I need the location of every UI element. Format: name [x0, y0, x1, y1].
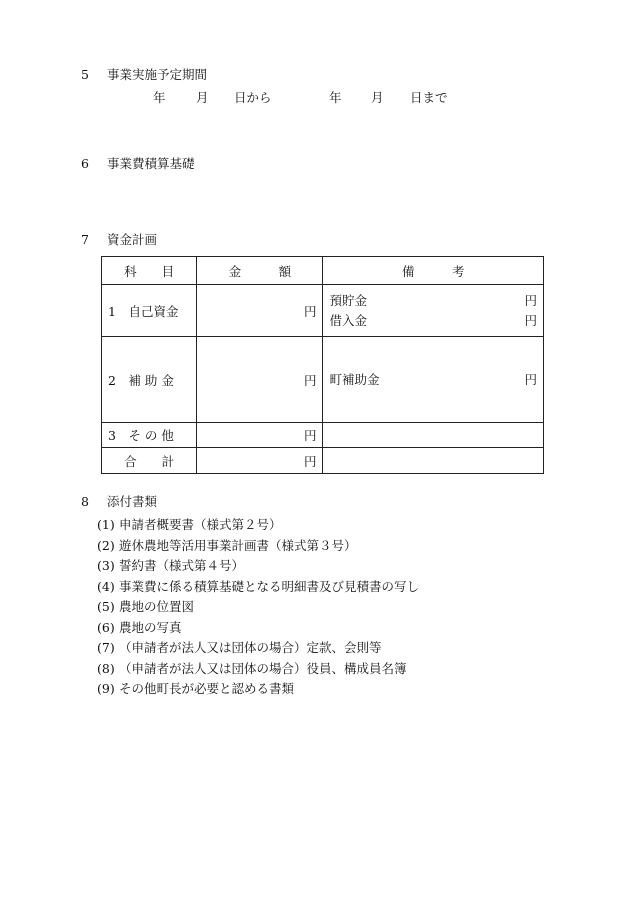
start-month-label: 月 [196, 90, 209, 105]
row-remarks [323, 448, 544, 474]
row-remarks [323, 423, 544, 448]
remark-label: 町補助金 [329, 371, 380, 387]
item-text: その他町長が必要と認める書類 [119, 681, 295, 696]
list-item [97, 536, 419, 557]
list-item [97, 556, 419, 577]
row-item: 3 そ の 他 [102, 423, 197, 448]
remark-line [329, 311, 537, 331]
item-text: 申請者概要書（様式第２号） [119, 517, 282, 532]
item-text: （申請者が法人又は団体の場合）定款、会則等 [119, 640, 382, 655]
remark-line [329, 370, 537, 390]
section-number: 8 [81, 494, 89, 509]
list-item [97, 659, 419, 680]
list-item [97, 679, 419, 700]
end-year-label: 年 [329, 90, 342, 105]
section-title: 資金計画 [107, 232, 158, 247]
row-item: 2 補 助 金 [102, 337, 197, 423]
end-day-label: 日まで [410, 90, 448, 105]
section-number: 7 [81, 232, 89, 247]
row-remarks [323, 285, 544, 337]
item-number: (4) [97, 578, 115, 594]
row-item: 1 自己資金 [102, 285, 197, 337]
remark-line [329, 291, 537, 311]
section-title: 事業費積算基礎 [107, 156, 195, 171]
item-text: 事業費に係る積算基礎となる明細書及び見積書の写し [119, 578, 420, 594]
start-year-label: 年 [153, 90, 166, 105]
row-item: 合 計 [102, 448, 197, 474]
table-row-total [102, 448, 544, 474]
start-day-label: 日から [234, 90, 272, 105]
row-remarks [323, 337, 544, 423]
section-8-heading [81, 496, 157, 509]
section-title: 事業実施予定期間 [107, 67, 208, 82]
header-amount: 金 額 [197, 257, 323, 285]
row-amount-unit: 円 [197, 448, 323, 474]
item-text: （申請者が法人又は団体の場合）役員、構成員名簿 [119, 660, 407, 676]
item-text: 遊休農地等活用事業計画書（様式第３号） [119, 537, 357, 553]
list-item [97, 577, 419, 598]
item-number: (8) [97, 660, 115, 676]
section-6-heading [81, 158, 195, 171]
list-item [97, 515, 419, 536]
row-amount-unit: 円 [197, 423, 323, 448]
remark-unit: 円 [524, 371, 537, 387]
section-7-heading [81, 234, 157, 247]
row-amount-unit: 円 [197, 337, 323, 423]
row-amount-unit: 円 [197, 285, 323, 337]
attachment-list [97, 515, 419, 700]
section-5-heading [81, 69, 207, 82]
header-item: 科 目 [102, 257, 197, 285]
item-number: (2) [97, 537, 115, 553]
remark-label: 預貯金 [329, 292, 367, 308]
header-remarks: 備 考 [323, 257, 544, 285]
table-row-own-funds [102, 285, 544, 337]
item-number: (6) [97, 619, 115, 635]
table-row-other [102, 423, 544, 448]
section-number: 6 [81, 156, 89, 171]
list-item [97, 597, 419, 618]
section-number: 5 [81, 67, 89, 82]
remark-label: 借入金 [329, 312, 367, 328]
item-text: 農地の位置図 [119, 599, 195, 614]
item-number: (1) [97, 517, 115, 532]
funding-plan-table [101, 256, 544, 474]
list-item [97, 618, 419, 639]
item-number: (5) [97, 599, 115, 614]
list-item [97, 638, 419, 659]
table-header-row [102, 257, 544, 285]
remark-unit: 円 [524, 312, 537, 328]
section-title: 添付書類 [107, 494, 158, 509]
item-text: 誓約書（様式第４号） [119, 558, 245, 573]
item-number: (7) [97, 640, 115, 655]
item-number: (9) [97, 681, 115, 696]
remark-unit: 円 [524, 292, 537, 308]
item-number: (3) [97, 558, 115, 573]
table-row-subsidy [102, 337, 544, 423]
end-month-label: 月 [371, 90, 384, 105]
item-text: 農地の写真 [119, 619, 182, 635]
